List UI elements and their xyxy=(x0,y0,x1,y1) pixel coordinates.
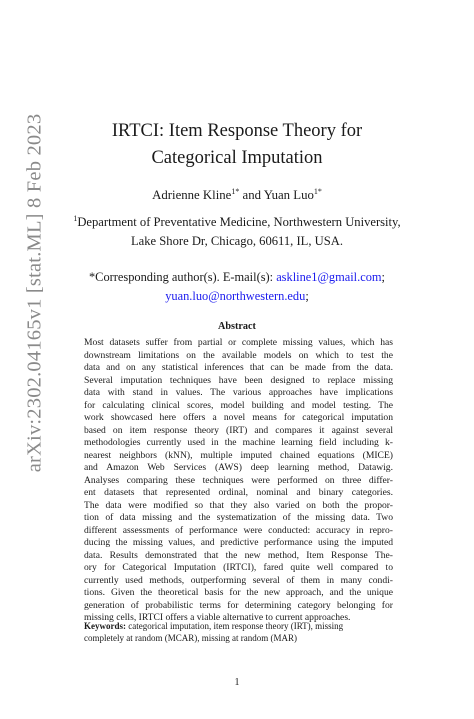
author-marker-1: 1* xyxy=(231,187,240,196)
affiliation xyxy=(0,209,474,251)
abstract-line: downstream limitations on the available models on which to test the xyxy=(84,349,393,361)
abstract-line: data. Results demonstrated that the new method, Item Response The- xyxy=(84,549,393,561)
abstract-line: methodologies currently used in the machine learning field including k- xyxy=(84,437,393,448)
author-name-1: Adrienne Kline xyxy=(152,188,232,202)
correspondence-prefix: *Corresponding author(s). E-mail(s): xyxy=(88,270,277,284)
abstract-line: data with stand in values. The various approaches have implications xyxy=(84,387,393,398)
email-separator: ; xyxy=(381,270,385,284)
affiliation-marker: 1 xyxy=(73,214,78,223)
abstract-line: generation of probabilistic terms for determining category belonging for xyxy=(84,599,393,611)
abstract-heading: Abstract xyxy=(218,321,256,332)
abstract-line: tions. Given the theoretical basis for the new approach, and the unique xyxy=(84,587,393,598)
abstract-line: Most datasets suffer from partial or complete missing values, which has xyxy=(84,337,393,348)
abstract-line: ent datasets that represented ordinal, nominal and binary categories. xyxy=(84,487,393,498)
page-number: 1 xyxy=(234,677,240,688)
abstract-line: ory for Categorical Imputation (IRTCI), fared quite well compared to xyxy=(84,562,393,573)
email-link-1[interactable]: askline1@gmail.com xyxy=(276,270,382,284)
keywords-label: Keywords: xyxy=(84,621,126,631)
title-line-1: IRTCI: Item Response Theory for xyxy=(111,121,363,141)
email-link-2[interactable]: yuan.luo@northwestern.edu xyxy=(165,289,306,303)
abstract-line: nearest neighbors (kNN), multiple imputed chained equations (MICE) xyxy=(84,449,393,461)
keywords-section xyxy=(84,621,393,644)
author-marker-2: 1* xyxy=(313,187,322,196)
affiliation-line-2: Lake Shore Dr, Chicago, 60611, IL, USA. xyxy=(130,234,344,248)
paper-title xyxy=(0,118,474,172)
abstract-line: Analyses comparing these techniques were performed on three differ- xyxy=(84,474,393,486)
keywords-line-2: completely at random (MCAR), missing at random (MAR) xyxy=(84,632,297,643)
abstract-line: currently used methods, outperforming several of them in many condi- xyxy=(84,574,393,586)
abstract-line: The data were modified so that they also varied on both the propor- xyxy=(84,499,393,511)
keywords-line-1: categorical imputation, item response theory (IRT), missing xyxy=(126,621,344,631)
abstract-line: tion of data missing and the systematization of the missing data. Two xyxy=(84,512,393,523)
abstract-line: missing cells, IRTCI offers a viable alternative to current approaches. xyxy=(84,612,351,623)
abstract-line: different assessments of performance were conducted: accuracy in repro- xyxy=(84,524,393,536)
abstract-line: for calculating clinical scores, model building and model testing. The xyxy=(84,399,393,411)
abstract-line: Several imputation techniques have been designed to replace missing xyxy=(84,374,393,386)
abstract-line: and Amazon Web Services (AWS) deep learning method, Datawig. xyxy=(84,462,393,473)
abstract-line: based on item response theory (IRT) and compares it against several xyxy=(84,424,393,436)
correspondence xyxy=(0,268,474,306)
author-list xyxy=(0,187,474,203)
abstract-line: data and on any statistical inferences that can be made from the data. xyxy=(84,362,393,373)
arxiv-id-text: arXiv:2302.04165v1 [stat.ML] 8 Feb 2023 xyxy=(23,113,46,472)
author-separator: and xyxy=(239,188,264,202)
abstract-line: ducing the missing values, and predictive performance using the imputed xyxy=(84,537,393,548)
abstract-line: work showcased here offers a novel means for categorical imputation xyxy=(84,412,393,423)
affiliation-line-1: Department of Preventative Medicine, Northwestern University, xyxy=(77,215,401,229)
abstract-body xyxy=(84,337,393,625)
author-name-2: Yuan Luo xyxy=(263,188,314,202)
email-suffix: ; xyxy=(305,289,309,303)
title-line-2: Categorical Imputation xyxy=(151,148,323,168)
